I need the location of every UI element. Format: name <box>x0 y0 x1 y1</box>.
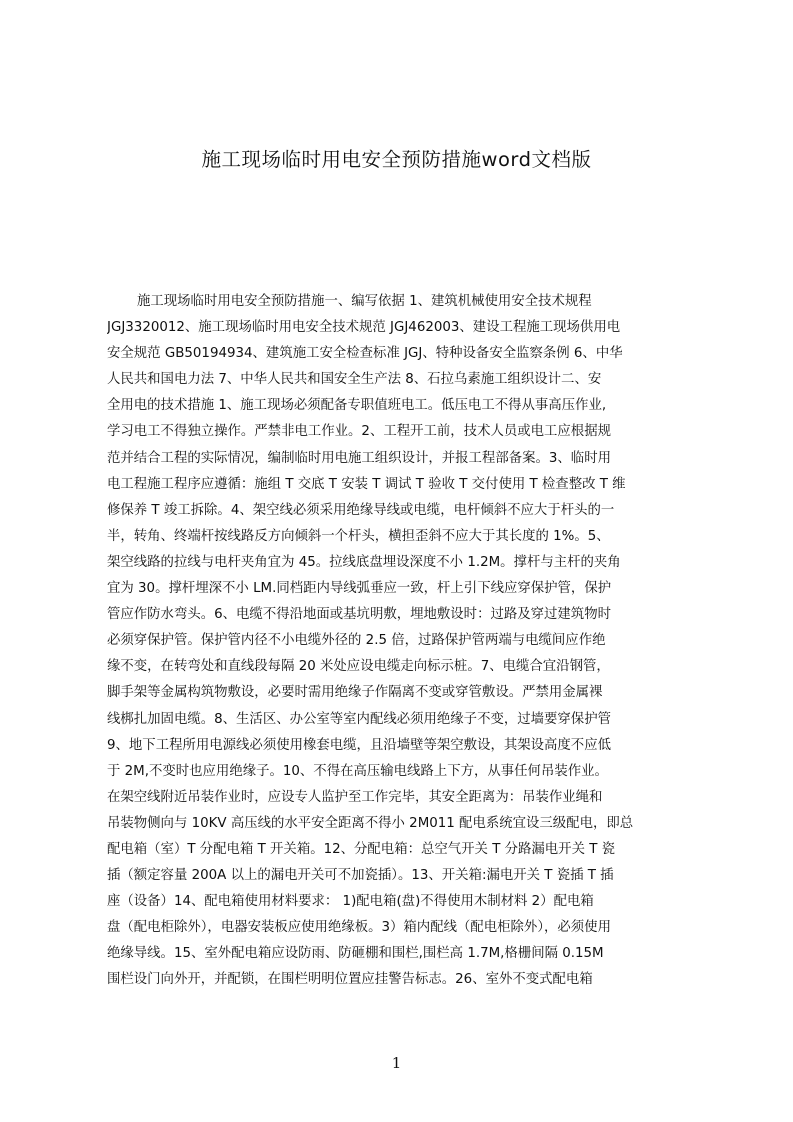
paragraph-line: 吊装物侧向与 10KV 高压线的水平安全距离不得小 2M011 配电系统宜设三级配电，即总 <box>107 815 634 831</box>
paragraph-line: 安全规范 GB50194934、建筑施工安全检查标准 JGJ、特种设备安全监察条例 6、中华 <box>107 346 623 362</box>
paragraph-first-line: 施工现场临时用电安全预防措施一、编写依据 1、建筑机械使用安全技术规程 <box>137 294 592 309</box>
paragraph-line: 缘不变，在转弯处和直线段每隔 20 米处应设电缆走向标示桩。7、电缆合宜沿钢管， <box>107 659 610 675</box>
document-body <box>107 289 697 1009</box>
paragraph-line: 管应作防水弯头。6、电缆不得沿地面或基坑明敷，埋地敷设时：过路及穿过建筑物时 <box>107 607 611 623</box>
paragraph-line: 半，转角、终端杆按线路反方向倾斜一个杆头，横担歪斜不应大于其长度的 1%。5、 <box>107 528 610 544</box>
paragraph-line: 电工程施工程序应遵循：施组 T 交底 T 安装 T 调试 T 验收 T 交付使用 T 检查整改 T 维 <box>107 476 626 492</box>
paragraph-line: 修保养 T 竣工拆除。4、架空线必须采用绝缘导线或电缆，电杆倾斜不应大于杆头的一 <box>107 502 615 518</box>
paragraph-line: 学习电工不得独立操作。严禁非电工作业。2、工程开工前，技术人员或电工应根据规 <box>107 424 611 440</box>
paragraph-line: 必须穿保护管。保护管内径不小电缆外径的 2.5 倍，过路保护管两端与电缆间应作绝 <box>107 633 606 649</box>
paragraph-line: 于 2M,不变时也应用绝缘子。10、不得在高压输电线路上下方，从事任何吊装作业。 <box>107 763 608 779</box>
paragraph-line: 线梆扎加固电缆。8、生活区、办公室等室内配线必须用绝缘子不变，过墙要穿保护管 <box>107 711 611 727</box>
paragraph-line: 宜为 30。撑杆埋深不小 LM.同档距内导线弧垂应一致，杆上引下线应穿保护管，保护 <box>107 581 612 597</box>
document-title: 施工现场临时用电安全预防措施word文档版 <box>201 148 592 171</box>
paragraph-line: 脚手架等金属构筑物敷设，必要时需用绝缘子作隔离不变或穿管敷设。严禁用金属裸 <box>107 685 603 701</box>
paragraph-line: 配电箱（室）T 分配电箱 T 开关箱。12、分配电箱：总空气开关 T 分路漏电开关 T 瓷 <box>107 841 616 857</box>
paragraph-line: 9、地下工程所用电源线必须使用橡套电缆，且沿墙壁等架空敷设，其架设高度不应低 <box>107 737 611 753</box>
paragraph-line: 插（额定容量 200A 以上的漏电开关可不加瓷插）。13、开关箱:漏电开关 T 瓷插 T 插 <box>107 868 614 884</box>
paragraph-line: 围栏设门向外开，并配锁，在围栏明明位置应挂警告标志。26、室外不变式配电箱 <box>107 972 593 988</box>
paragraph-line: 架空线路的拉线与电杆夹角宜为 45。拉线底盘埋设深度不小 1.2M。撑杆与主杆的夹角 <box>107 554 621 570</box>
paragraph-line: 在架空线附近吊装作业时，应设专人监护至工作完毕，其安全距离为：吊装作业绳和 <box>107 789 603 805</box>
paragraph-line: 盘（配电柜除外），电器安装板应使用绝缘板。3）箱内配线（配电柜除外），必须使用 <box>107 920 611 936</box>
paragraph-line: 范并结合工程的实际情况，编制临时用电施工组织设计，并报工程部备案。3、临时用 <box>107 450 611 466</box>
paragraph-line: JGJ3320012、施工现场临时用电安全技术规范 JGJ462003、建设工程施工现场供用电 <box>107 320 621 336</box>
paragraph-line: 人民共和国电力法 7、中华人民共和国安全生产法 8、石拉乌素施工组织设计二、安 <box>107 372 602 388</box>
paragraph-line: 全用电的技术措施 1、施工现场必须配备专职值班电工。低压电工不得从事高压作业, <box>107 398 607 414</box>
page-number: 1 <box>391 1054 402 1072</box>
paragraph-line: 座（设备）14、配电箱使用材料要求： 1)配电箱(盘)不得使用木制材料 2）配电箱 <box>107 894 594 910</box>
paragraph-line: 绝缘导线。15、室外配电箱应设防雨、防砸棚和围栏,围栏高 1.7M,格栅间隔 0.15M <box>107 946 604 962</box>
